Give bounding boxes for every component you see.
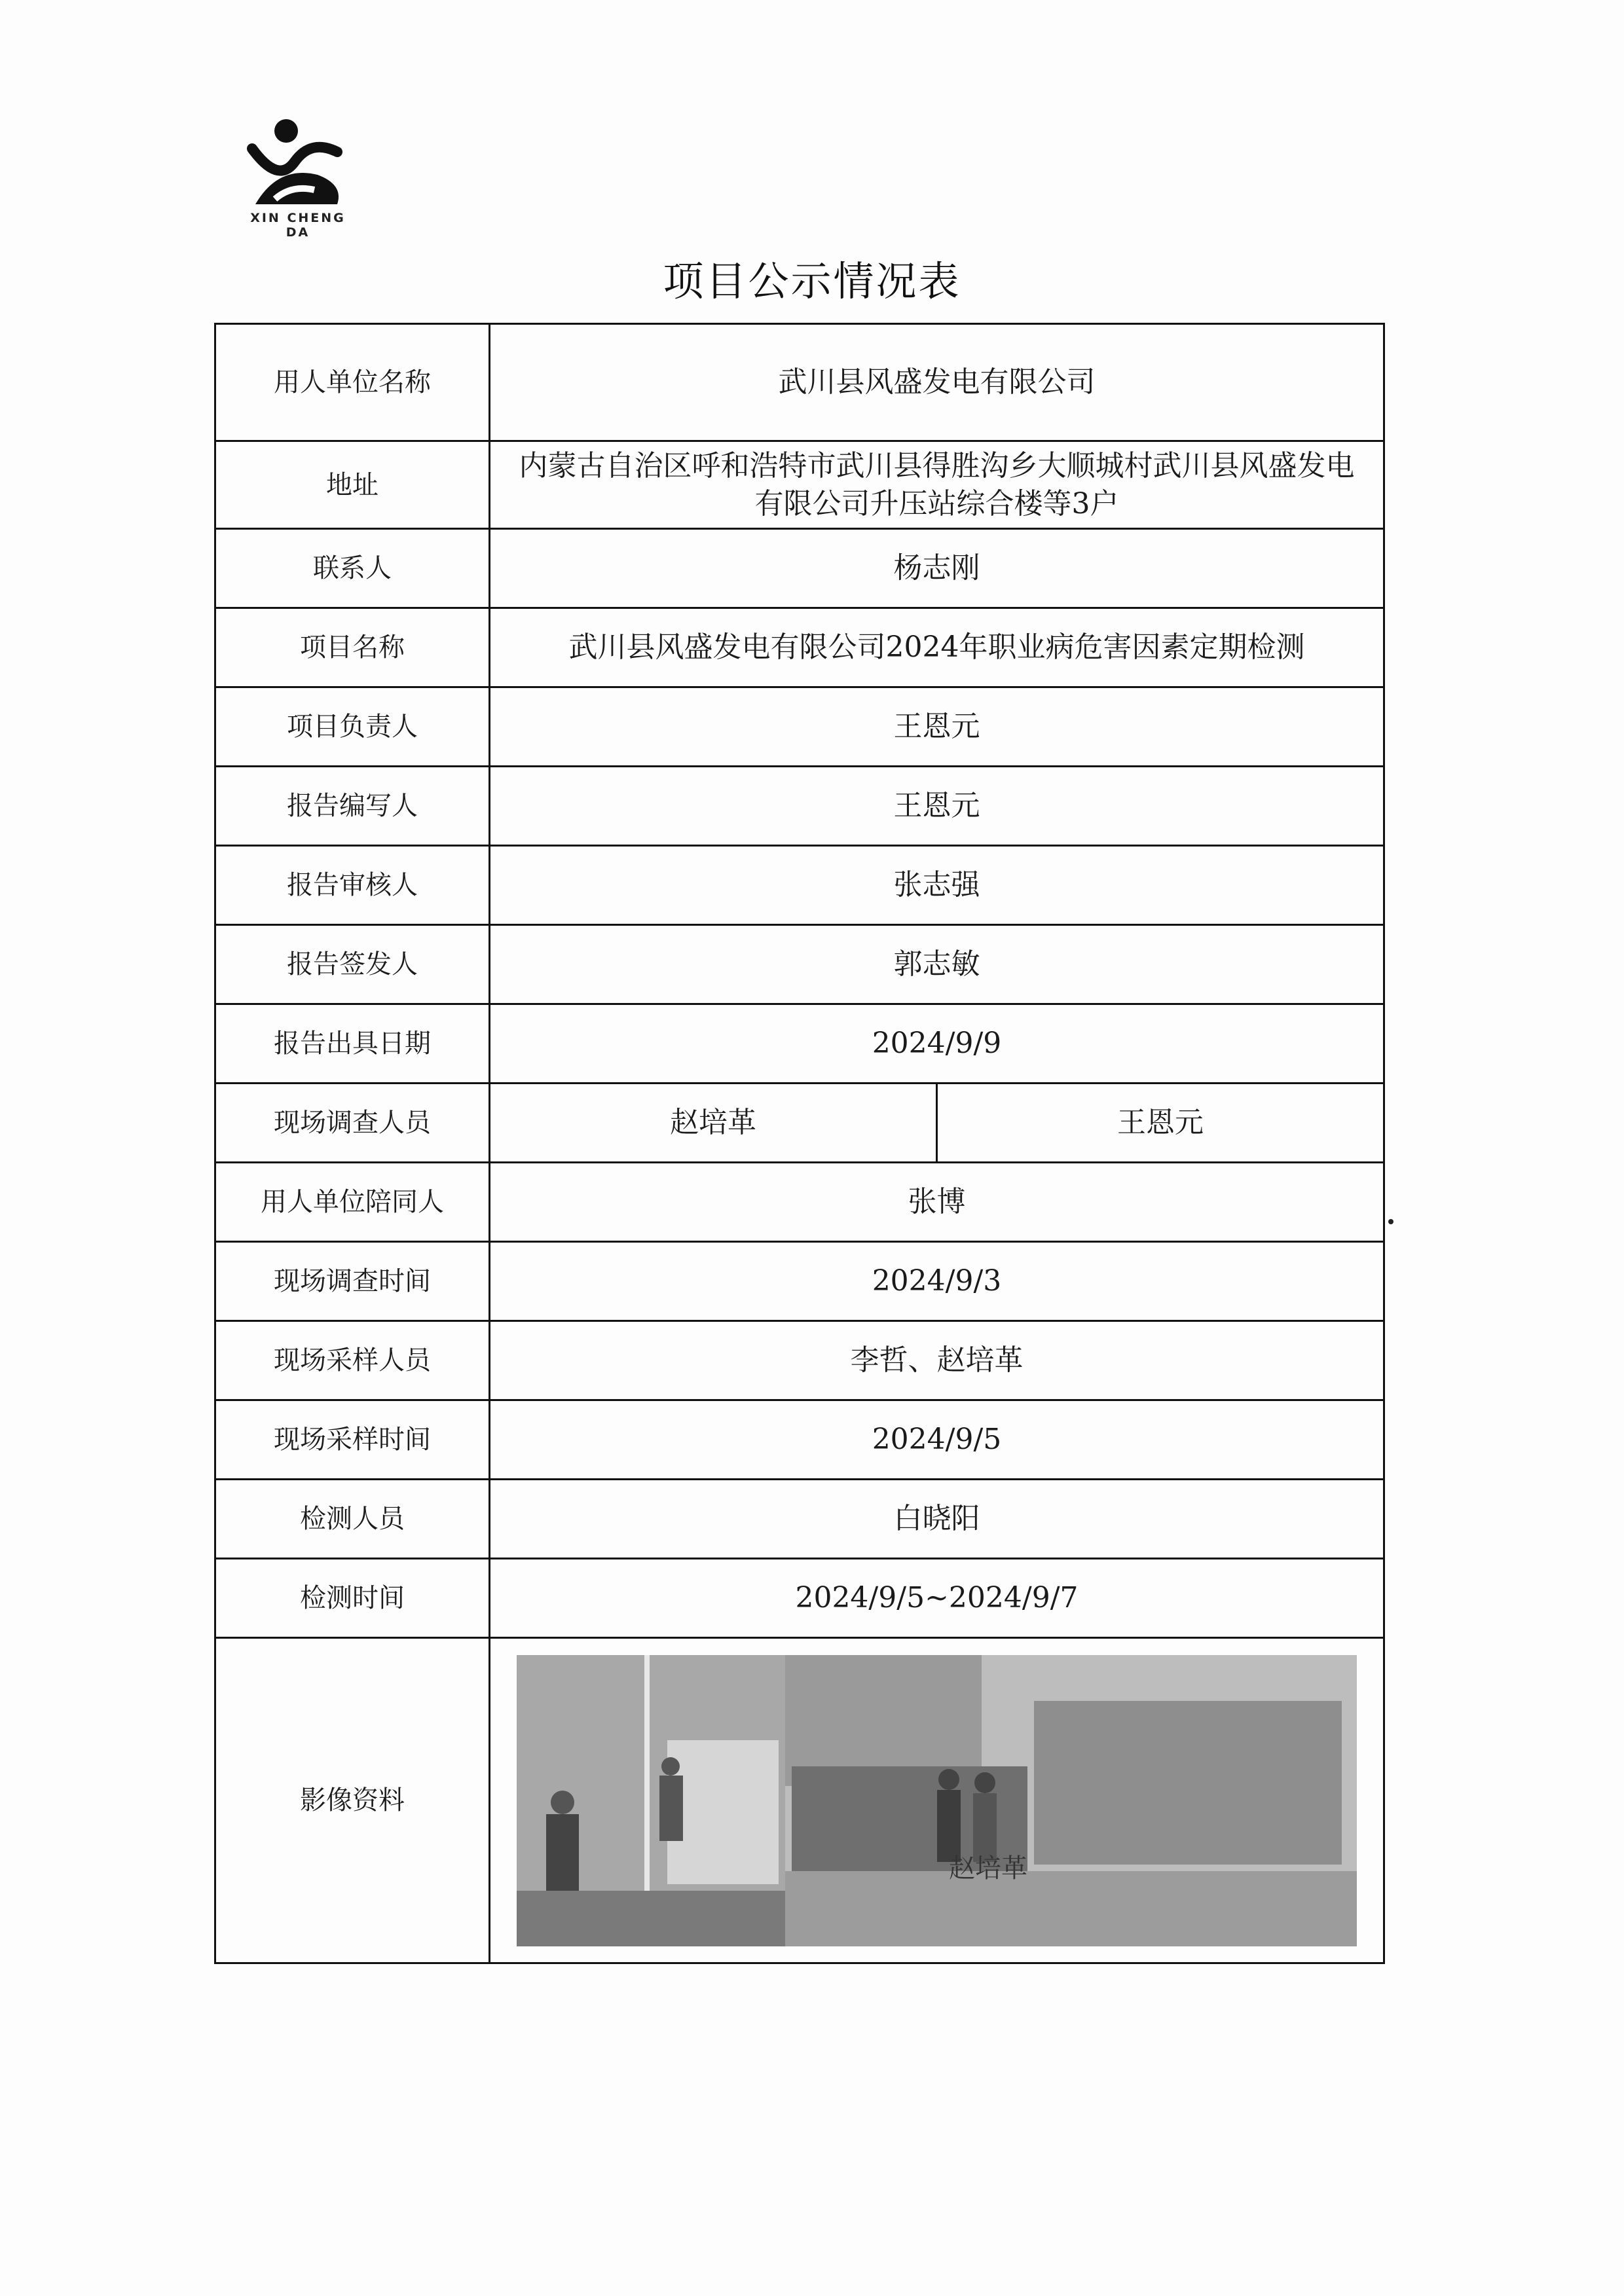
table-row	[215, 1004, 1384, 1084]
table-row	[215, 324, 1384, 441]
row-value: 白晓阳	[490, 1480, 1384, 1559]
table-row	[215, 846, 1384, 925]
row-label: 报告审核人	[215, 846, 490, 925]
table-row	[215, 1638, 1384, 1963]
row-label: 现场采样时间	[215, 1400, 490, 1480]
site-photo-right	[785, 1655, 1357, 1946]
row-label: 用人单位陪同人	[215, 1163, 490, 1242]
row-label: 报告签发人	[215, 925, 490, 1004]
table-row	[215, 1480, 1384, 1559]
row-label: 影像资料	[215, 1638, 490, 1963]
table-row	[215, 1321, 1384, 1400]
row-value: 杨志刚	[490, 529, 1384, 608]
photo-cell	[490, 1638, 1384, 1963]
row-value: 2024/9/5~2024/9/7	[490, 1559, 1384, 1638]
table-row	[215, 1242, 1384, 1321]
row-value: 郭志敏	[490, 925, 1384, 1004]
row-value-b: 王恩元	[937, 1084, 1384, 1163]
row-label: 现场调查人员	[215, 1084, 490, 1163]
row-value: 2024/9/3	[490, 1242, 1384, 1321]
row-label: 联系人	[215, 529, 490, 608]
site-photo-right-drawing	[785, 1655, 1357, 1946]
row-label: 检测人员	[215, 1480, 490, 1559]
row-label: 地址	[215, 441, 490, 529]
row-value-a: 赵培革	[490, 1084, 937, 1163]
table-row	[215, 608, 1384, 687]
row-value: 张博	[490, 1163, 1384, 1242]
row-value: 王恩元	[490, 687, 1384, 767]
row-label: 检测时间	[215, 1559, 490, 1638]
info-table	[214, 323, 1385, 1964]
row-label: 报告编写人	[215, 767, 490, 846]
row-value: 张志强	[490, 846, 1384, 925]
row-label: 项目名称	[215, 608, 490, 687]
row-value: 李哲、赵培革	[490, 1321, 1384, 1400]
table-row	[215, 441, 1384, 529]
stray-mark	[1388, 1219, 1393, 1224]
table-row	[215, 925, 1384, 1004]
table-row	[215, 767, 1384, 846]
photo-caption: 赵培革	[949, 1853, 1027, 1884]
table-row	[215, 687, 1384, 767]
row-value: 2024/9/5	[490, 1400, 1384, 1480]
row-value: 内蒙古自治区呼和浩特市武川县得胜沟乡大顺城村武川县风盛发电有限公司升压站综合楼等3户	[490, 441, 1384, 529]
row-label: 现场采样人员	[215, 1321, 490, 1400]
row-value: 武川县风盛发电有限公司2024年职业病危害因素定期检测	[490, 608, 1384, 687]
row-value: 武川县风盛发电有限公司	[490, 324, 1384, 441]
row-value: 王恩元	[490, 767, 1384, 846]
photo-strip	[498, 1655, 1375, 1946]
page-title: 项目公示情况表	[663, 257, 961, 305]
row-label: 项目负责人	[215, 687, 490, 767]
table-row	[215, 1084, 1384, 1163]
row-label: 现场调查时间	[215, 1242, 490, 1321]
row-value: 2024/9/9	[490, 1004, 1384, 1084]
row-label: 用人单位名称	[215, 324, 490, 441]
table-row	[215, 1163, 1384, 1242]
row-label: 报告出具日期	[215, 1004, 490, 1084]
site-photo-left-drawing	[517, 1655, 785, 1946]
table-row	[215, 529, 1384, 608]
logo-text: XIN CHENG DA	[250, 211, 346, 240]
table-row	[215, 1400, 1384, 1480]
table-row	[215, 1559, 1384, 1638]
site-photo-left	[517, 1655, 785, 1946]
